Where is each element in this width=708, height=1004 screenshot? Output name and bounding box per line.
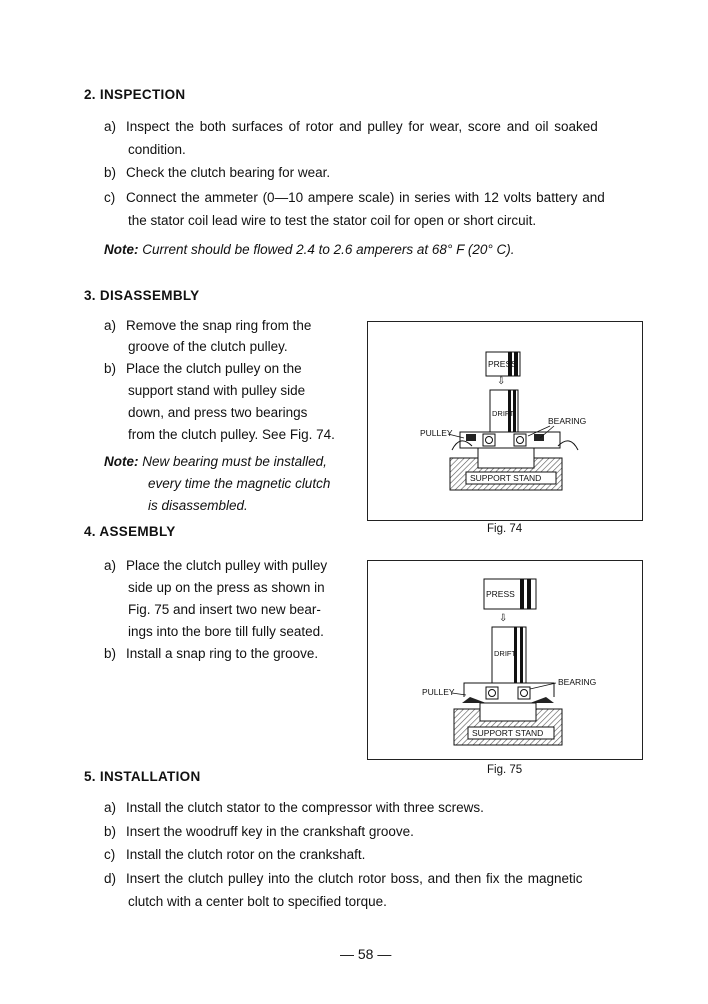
disassembly-item-b-cont1: support stand with pulley side bbox=[128, 383, 306, 398]
pulley-label: PULLEY bbox=[420, 428, 453, 438]
press-label: PRESS bbox=[488, 359, 517, 369]
item-label: c) bbox=[104, 847, 116, 862]
support-stand-label: SUPPORT STAND bbox=[472, 728, 544, 738]
assembly-item-a-cont1: side up on the press as shown in bbox=[128, 580, 325, 595]
arrow-down-icon: ⇩ bbox=[497, 376, 506, 387]
item-label: a) bbox=[104, 119, 117, 134]
inspection-item-c-cont: the stator coil lead wire to test the stator coil for open or short circuit. bbox=[128, 213, 537, 228]
disassembly-item-b bbox=[104, 361, 302, 376]
note-text: Current should be flowed 2.4 to 2.6 amperers at 68° F (20° C). bbox=[142, 242, 515, 257]
inspection-item-a bbox=[104, 119, 598, 134]
item-label: c) bbox=[104, 190, 116, 205]
item-label: a) bbox=[104, 558, 117, 573]
note-label: Note: bbox=[104, 242, 139, 257]
disassembly-item-b-cont2: down, and press two bearings bbox=[128, 405, 308, 420]
item-text: Install the clutch stator to the compressor with three screws. bbox=[126, 800, 484, 815]
page-number: — 58 — bbox=[340, 946, 392, 962]
disassembly-note-cont2: is disassembled. bbox=[148, 498, 248, 513]
item-text: Connect the ammeter (0—10 ampere scale) in series with 12 volts battery and bbox=[126, 190, 605, 205]
section-heading-installation: 5. INSTALLATION bbox=[84, 769, 201, 784]
item-text: Insert the clutch pulley into the clutch rotor boss, and then fix the magnetic bbox=[126, 871, 583, 886]
installation-item-c bbox=[104, 847, 365, 862]
assembly-item-a-cont2: Fig. 75 and insert two new bear- bbox=[128, 602, 321, 617]
installation-item-d bbox=[104, 871, 583, 886]
disassembly-note bbox=[104, 454, 327, 469]
item-label: a) bbox=[104, 800, 117, 815]
installation-item-d-cont: clutch with a center bolt to specified torque. bbox=[128, 894, 387, 909]
figure-75-caption: Fig. 75 bbox=[487, 764, 523, 776]
support-stand-label: SUPPORT STAND bbox=[470, 473, 542, 483]
inspection-note bbox=[104, 242, 515, 257]
installation-item-a bbox=[104, 800, 484, 815]
inspection-item-a-cont: condition. bbox=[128, 142, 186, 157]
drift-label: DRIFT bbox=[494, 649, 517, 658]
figure-74-caption: Fig. 74 bbox=[487, 523, 523, 535]
item-text: Place the clutch pulley with pulley bbox=[126, 558, 328, 573]
disassembly-note-cont1: every time the magnetic clutch bbox=[148, 476, 331, 491]
pulley-label: PULLEY bbox=[422, 687, 455, 697]
section-heading-inspection: 2. INSPECTION bbox=[84, 87, 186, 102]
inspection-item-c bbox=[104, 190, 605, 205]
section-heading-assembly: 4. ASSEMBLY bbox=[84, 524, 176, 539]
assembly-item-b bbox=[104, 646, 318, 661]
item-text: Insert the woodruff key in the crankshaft groove. bbox=[126, 824, 414, 839]
arrow-down-icon: ⇩ bbox=[499, 613, 508, 624]
item-text: Place the clutch pulley on the bbox=[126, 361, 302, 376]
item-label: d) bbox=[104, 871, 117, 886]
item-text: Check the clutch bearing for wear. bbox=[126, 165, 331, 180]
installation-item-b bbox=[104, 824, 414, 839]
disassembly-item-a-cont: groove of the clutch pulley. bbox=[128, 339, 288, 354]
item-text: Inspect the both surfaces of rotor and pulley for wear, score and oil soaked bbox=[126, 119, 598, 134]
assembly-item-a-cont3: ings into the bore till fully seated. bbox=[128, 624, 324, 639]
item-text: Remove the snap ring from the bbox=[126, 318, 312, 333]
item-label: b) bbox=[104, 361, 117, 376]
item-text: Install the clutch rotor on the crankshaft. bbox=[126, 847, 366, 862]
section-heading-disassembly: 3. DISASSEMBLY bbox=[84, 288, 200, 303]
item-label: b) bbox=[104, 165, 117, 180]
drift-label: DRIFT bbox=[492, 409, 515, 418]
figure-75 bbox=[367, 560, 643, 760]
press-label: PRESS bbox=[486, 589, 515, 599]
item-text: Install a snap ring to the groove. bbox=[126, 646, 319, 661]
bearing-label: BEARING bbox=[558, 677, 597, 687]
item-label: a) bbox=[104, 318, 117, 333]
figure-75-diagram bbox=[368, 561, 642, 759]
disassembly-item-a bbox=[104, 318, 311, 333]
note-text: New bearing must be installed, bbox=[142, 454, 327, 469]
assembly-item-a bbox=[104, 558, 327, 573]
item-label: b) bbox=[104, 824, 117, 839]
note-label: Note: bbox=[104, 454, 139, 469]
figure-74-diagram bbox=[368, 322, 642, 520]
bearing-label: BEARING bbox=[548, 416, 587, 426]
item-label: b) bbox=[104, 646, 117, 661]
disassembly-item-b-cont3: from the clutch pulley. See Fig. 74. bbox=[128, 427, 335, 442]
figure-74 bbox=[367, 321, 643, 521]
inspection-item-b bbox=[104, 165, 330, 180]
